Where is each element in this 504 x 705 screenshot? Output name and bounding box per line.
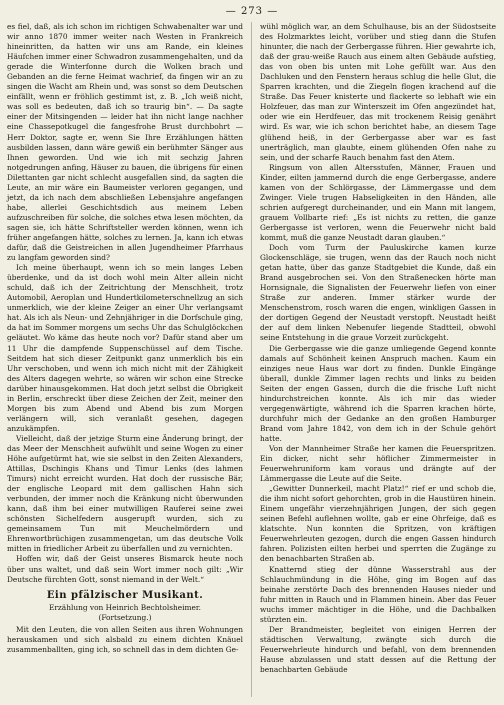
paragraph: Doch vom Turm der Pauluskirche kamen kurze Glockenschläge, sie trugen, wenn das der Rauch noch nicht getan hatte, über das ganze Stadtgebiet die Kunde, daß ein Brand ausgebrochen sei. Von den Straßenecken hörte man Hornsignale, die Signalisten der Feuerwehr liefen von einer Straße zur anderen. Immer stärker wurde der Menschenstrom, rosch waren die engen, winkligen Gassen in der dortigen Gegend der Neustadt verstopft. Neustadt heißt der auf dem linken Nebenufer liegende Stadtteil, obwohl seine Entstehung in die graue Vorzeit zurückgeht. xyxy=(260,243,496,343)
paragraph: Mit den Leuten, die von allen Seiten aus ihren Wohnungen herauskamen und sich alsbald zu einem dichten Knäuel zusammenballten, ging ich, so schnell das in dem dichten Ge- xyxy=(7,624,243,654)
paragraph: Ringsum von allen Altersstufen, Männer, Frauen und Kinder, eilten jammernd durch die enge Gerbergasse, andere kamen von der Schlörgasse, der Lämmergasse und dem Zwinger. Viele trugen Habseligkeiten in den Händen, alle schrien aufgeregt durcheinander, und ein Mann mit langem, grauem Vollbarte rief: „Es ist nichts zu retten, die ganze Gerbergasse ist verloren, wenn die Feuerwehr nicht bald kommt, muß die ganze Neustadt daran glauben.“ xyxy=(260,162,496,242)
continuation-note: (Fortsetzung.) xyxy=(98,612,152,622)
paragraph: Knatternd stieg der dünne Wasserstrahl aus der Schlauchmündung in die Höhe, ging im Bogen auf das beinahe zerstörte Dach des brennenden Hauses nieder und fuhr mitten in Rauch und in Flammen hinein. Aber das Feuer wuchs immer mächtiger in die Höhe, und die Dachbalken stürzten ein. xyxy=(260,564,496,624)
page-number: — 273 — xyxy=(225,6,279,17)
paragraph: Die Gerbergasse wie die ganze umliegende Gegend konnte damals auf Schönheit keinen Anspruch machen. Kaum ein einziges neue Haus war dort zu finden. Dunkle Eingänge überall, dunkle Zimmer lagen rechts und links zu beiden Seiten der engen Gassen, durch die die frische Luft nicht hindurchstreichen konnte. Als ich mir das wieder vergegenwärtigte, während ich die Sparren krachen hörte, durchfuhr mich der Gedanke an den großen Hamburger Brand vom Jahre 1842, von dem ich in der Schule gehört hatte. xyxy=(260,343,496,443)
paragraph: Ich meine überhaupt, wenn ich so mein langes Leben überdenke, und da ist doch wohl mein Alter allein nicht schuld, daß ich der Zeitrichtung der Menschheit, trotz Automobil, Aeroplan und Hundertkilometerschnellzug an sich unmerklich, wie der kleine Zeiger an einer Uhr verlangsamt hat. Als ich als Neun- und Zehnjähriger in die Dorfschule ging, da hat im Sommer morgens um sechs Uhr das Schulglöckchen geläutet. Wo käme das heute noch vor? Dafür stand aber um 11 Uhr die dampfende Suppenschüssel auf dem Tische. Seitdem hat sich dieser Zeitpunkt ganz unmerklich bis ein Uhr verschoben, und wenn ich mich nicht mit der Zähigkeit des Alters dagegen wehrte, so wären wir schon eine Strecke darüber hinausgekommen. Hat doch jetzt selbst die Obrigkeit in Berlin, erschreckt über diese Zeichen der Zeit, meiner den Morgen bis zum Abend und Abend bis zum Morgen verlängern will, sich veranlaßt gesehen, dagegen anzukämpfen. xyxy=(7,263,243,433)
paragraph: „Gewitter Dunnerkeil, macht Platz!“ rief er und schob die, die ihm nicht sofort gehorchten, grob in die Haustüren hinein. Einem ungefähr vierzehnjährigen Jungen, der sich gegen seinen Befehl auflehnen wollte, gab er eine Ohrfeige, daß es klatschte. Nun konnten die Spritzen, von kräftigen Feuerwehrleuten gezogen, durch die engen Gassen hindurch fahren. Polizisten eilten herbei und sperrten die Zugänge zu den benachbarten Straßen ab. xyxy=(260,484,496,564)
right-column xyxy=(260,22,496,675)
column-divider xyxy=(251,22,252,697)
paragraph: Von der Mannheimer Straße her kamen die Feuerspritzen. Ein dicker, nicht sehr höflicher Zimmermeister in Feuerwehruniform kam voraus und drängte auf der Lämmergasse die Leute auf die Seite. xyxy=(260,443,496,484)
paragraph: Der Brandmeister, begleitet von einigen Herren der städtischen Verwaltung, zwängte sich durch die Feuerwehrleute hindurch und befahl, von dem brennenden Hause abzulassen und statt dessen auf die Rettung der benachbarten Gebäude xyxy=(260,624,496,674)
paragraph: Hoffen wir, daß der Geist unseres Bismarck heute noch über uns waltet, und daß sein Wort immer noch gilt: „Wir Deutsche fürchten Gott, sonst niemand in der Welt.“ xyxy=(7,554,243,584)
left-column xyxy=(7,22,243,655)
paragraph: wühl möglich war, an dem Schulhause, bis an der Südostseite des Holzmarktes leicht, vorüber und stieg dann die Stufen hinunter, die nach der Gerbergasse führen. Hier gewahrte ich, daß der grau-weiße Rauch aus einem alten Gebäude aufstieg, das von oben bis unten mit Lohe gefüllt war. Aus den Dachluken und den Fenstern heraus schlug die helle Glut, die Sparren krachten, und die Ziegeln flogen krachend auf die Straße. Das Feuer knisterte und flackerte so lebhaft wie ein Holzfeuer, das man zur Winterszeit im Ofen angezündet hat, oder wie ein Herdfeuer, das mit trockenem Reisig genährt wird. Es war, wie ich schon berichtet habe, an diesem Tage glühend heiß, in der Gerbergasse aber war es fast unerträglich, man glaubte, einem glühenden Ofen nahe zu sein, und der scharfe Rauch benahm fast den Atem. xyxy=(260,22,496,162)
paragraph: Vielleicht, daß der jetzige Sturm eine Änderung bringt, der das Meer der Menschheit aufwühlt und seine Wogen zu einer Höhe aufgetürmt hat, wie sie selbst in den Zeiten Alexanders, Attillas, Dschingis Khans und Timur Lenks (des lahmen Timurs) nicht erreicht wurden. Hat doch der russische Bär, der englische Leopard mit dem gallischen Hahn sich verbunden, der immer noch die Kränkung nicht überwunden kann, daß ihm bei einer mutwilligen Rauferei seine zwei schönsten Sichelfedern ausgerupft wurden, sich zu gemeinsamem Tun mit Meuchelmördern und Ehrenwortbrüchigen zusammengetan, um das deutsche Volk mitten in friedlicher Arbeit zu überfallen und zu vernichten. xyxy=(7,433,243,554)
byline: Erzählung von Heinrich Bechtolsheimer. xyxy=(48,602,201,612)
paragraph: es fiel, daß, als ich schon im richtigen Schwabenalter war und wir anno 1870 immer weiter nach Westen in Frankreich hineinritten, da hatten wir uns am Rande, ein kleines Häufchen immer einer Schwadron zusammengehalten, und da gerade die Winterfonne durch die Wolken brach und Gebanden an die ferne Heimat wachrief, da fingen wir an zu singen die Wacht am Rhein und, was sonst so dem Deutschen einfällt, wenn er fröhlich gestimmt ist, z. B. „Ich weiß nicht, was soll es bedeuten, daß ich so traurig bin“. — Da sagte einer der Mitsingenden — leider hat ihn nicht lange nachher eine Chassepotkugel die fangesfrohe Brust durchbohrt — Herr Doktor, sagte er, wenn Sie Ihre Erzählungen hätten ausbilden lassen, dann wäre gewiß ein berühmter Sänger aus Ihnen geworden. Und wie ich mit sechzig Jahren notgedrungen anfing, Häuser zu bauen, die übrigens für einen Dilettanten gar nicht schlecht ausgefallen sind, da sagten die Leute, an mir wäre ein Baumeister verloren gegangen, und jetzt, da ich nach dem abschließen Lebensjahre angefangen habe, allerlei Geschichtsdich aus meinem Leben aufzuschreiben für solche, die solches etwa lesen möchten, da sagen sie, ich hätte Schriftsteller werden können, wenn ich früher angefangen hätte, solches zu lernen. Ja, kann ich etwas dafür, daß die Geistreichen in allen Jugendheimer Pfarrhaus zu langfam geworden sind? xyxy=(7,22,243,263)
section-title: Ein pfälzischer Musikant. xyxy=(46,589,204,601)
